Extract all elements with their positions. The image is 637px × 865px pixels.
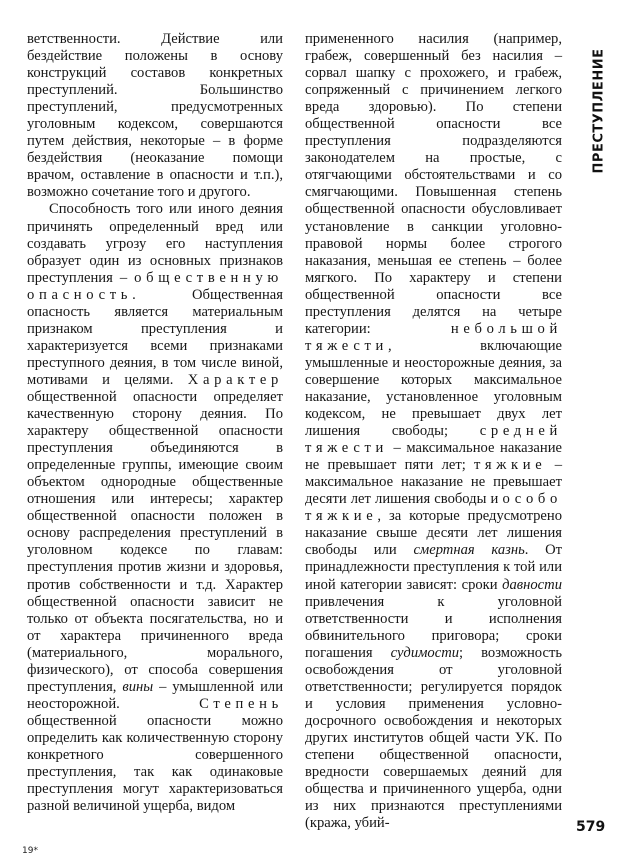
running-head-text: ПРЕСТУПЛЕНИЕ (591, 48, 607, 174)
text-run: ; возможность освобождения от уголовной ответственности; регулируется порядок и условия применения условно-досрочного освобождения и некоторых других институтов общей части УК. По степени общественной опасности, вредности совершаемых деяний для общества и причиненного ущерба, одни из них признаются преступлениями (кража, убий- (305, 644, 562, 832)
spaced-term-public-danger: общественную опасность (27, 269, 283, 303)
paragraph-action-inaction (27, 31, 283, 201)
text-run: , за которые предусмотрено наказание свыше десяти лет лишения свободы или (305, 508, 562, 559)
paragraph-categories (305, 31, 562, 832)
running-head (575, 36, 623, 186)
paragraph-public-danger (27, 201, 283, 815)
spaced-term-degree: Степень (199, 695, 283, 712)
spaced-term-especially-grave: особо тяжкие (305, 491, 562, 525)
left-text-column (27, 31, 283, 815)
right-text-column (305, 31, 562, 832)
text-run: Способность того или иного деяния причинять определенный вред или создавать угрозу его наступления образует один из основных признаков преступления – (27, 201, 283, 286)
italic-term-conviction: судимости (390, 644, 460, 661)
spaced-term-grave: тяжкие (474, 457, 547, 474)
page-number: 579 (576, 819, 606, 835)
text-run: общественной опасности можно определить как количественную сторону конкретного совершенного преступления, так как одинаковые преступления могут характеризоваться разной величиной ущерба, видом (27, 712, 283, 815)
text-run: примененного насилия (например, грабеж, совершенный без насилия – сорвал шапку с прохожего, и грабеж, сопряженный с причинением легкого вреда здоровью). По степени общественной опасности все преступления подразделяются законодателем на простые, с отягчающими обстоятельствами и со смягчающими. Повышенная степень общественной опасности обусловливает установление в санкции уголовно-правовой нормы более строгого наказания, меньшая ее степень – более мягкого. По характеру и степени общественной опасности все преступления делятся на четыре категории: (305, 31, 562, 337)
italic-term-death-penalty: смертная казнь (413, 542, 525, 559)
signature-mark: 19* (22, 846, 38, 856)
text-run: – умышленной или неосторожной. (27, 678, 284, 712)
spaced-term-medium-gravity: средней тяжести (305, 423, 562, 457)
text-run: – максимальное наказание не превышает десяти лет лишения свободы и (305, 457, 562, 508)
spaced-term-minor-gravity: небольшой тяжести (305, 320, 562, 354)
text-run: . Общественная опасность является материальным признаком преступления и характеризуется всеми признаками преступного деяния, в том числе виной, мотивами и целями. (27, 286, 283, 388)
italic-term-limitation: давности (502, 576, 562, 593)
italic-term-guilt: вины (122, 678, 154, 695)
text-run: ветственности. Действие или бездействие положены в основу конструкций составов конкретных преступлений. Большинство преступлений, предусмотренных уголовным кодексом, совершаются путем действия, некоторые – в форме бездействия (неоказание помощи врачом, оставление в опасности и т.п.), возможно сочетание того и другого. (27, 31, 283, 201)
text-run: привлечения к уголовной ответственности и исполнения обвинительного приговора; сроки погашения (305, 593, 562, 661)
text-run: – максимальное наказание не превышает пяти лет; (305, 440, 562, 474)
text-run: общественной опасности определяет качественную сторону деяния. По характеру общественной опасности преступления объединяются в определенные группы, имеющие своим объектом однородные общественные отношения или интересы; характер общественной опасности положен в основу распределения преступлений в уголовном кодексе по главам: преступления против жизни и здоровья, против собственности и т.д. Характер общественной опасности зависит не только от объекта посягательства, но и от характера причиненного вреда (материального, морального, физического), от способа совершения преступления, (27, 388, 283, 695)
text-run: . От принадлежности преступления к той или иной категории зависят: сроки (305, 542, 563, 593)
spaced-term-character: Характер (187, 371, 283, 388)
text-run: , включающие умышленные и неосторожные деяния, за совершение которых максимальное наказание, установленное уголовным кодексом, не превышает двух лет лишения свободы; (305, 337, 562, 440)
